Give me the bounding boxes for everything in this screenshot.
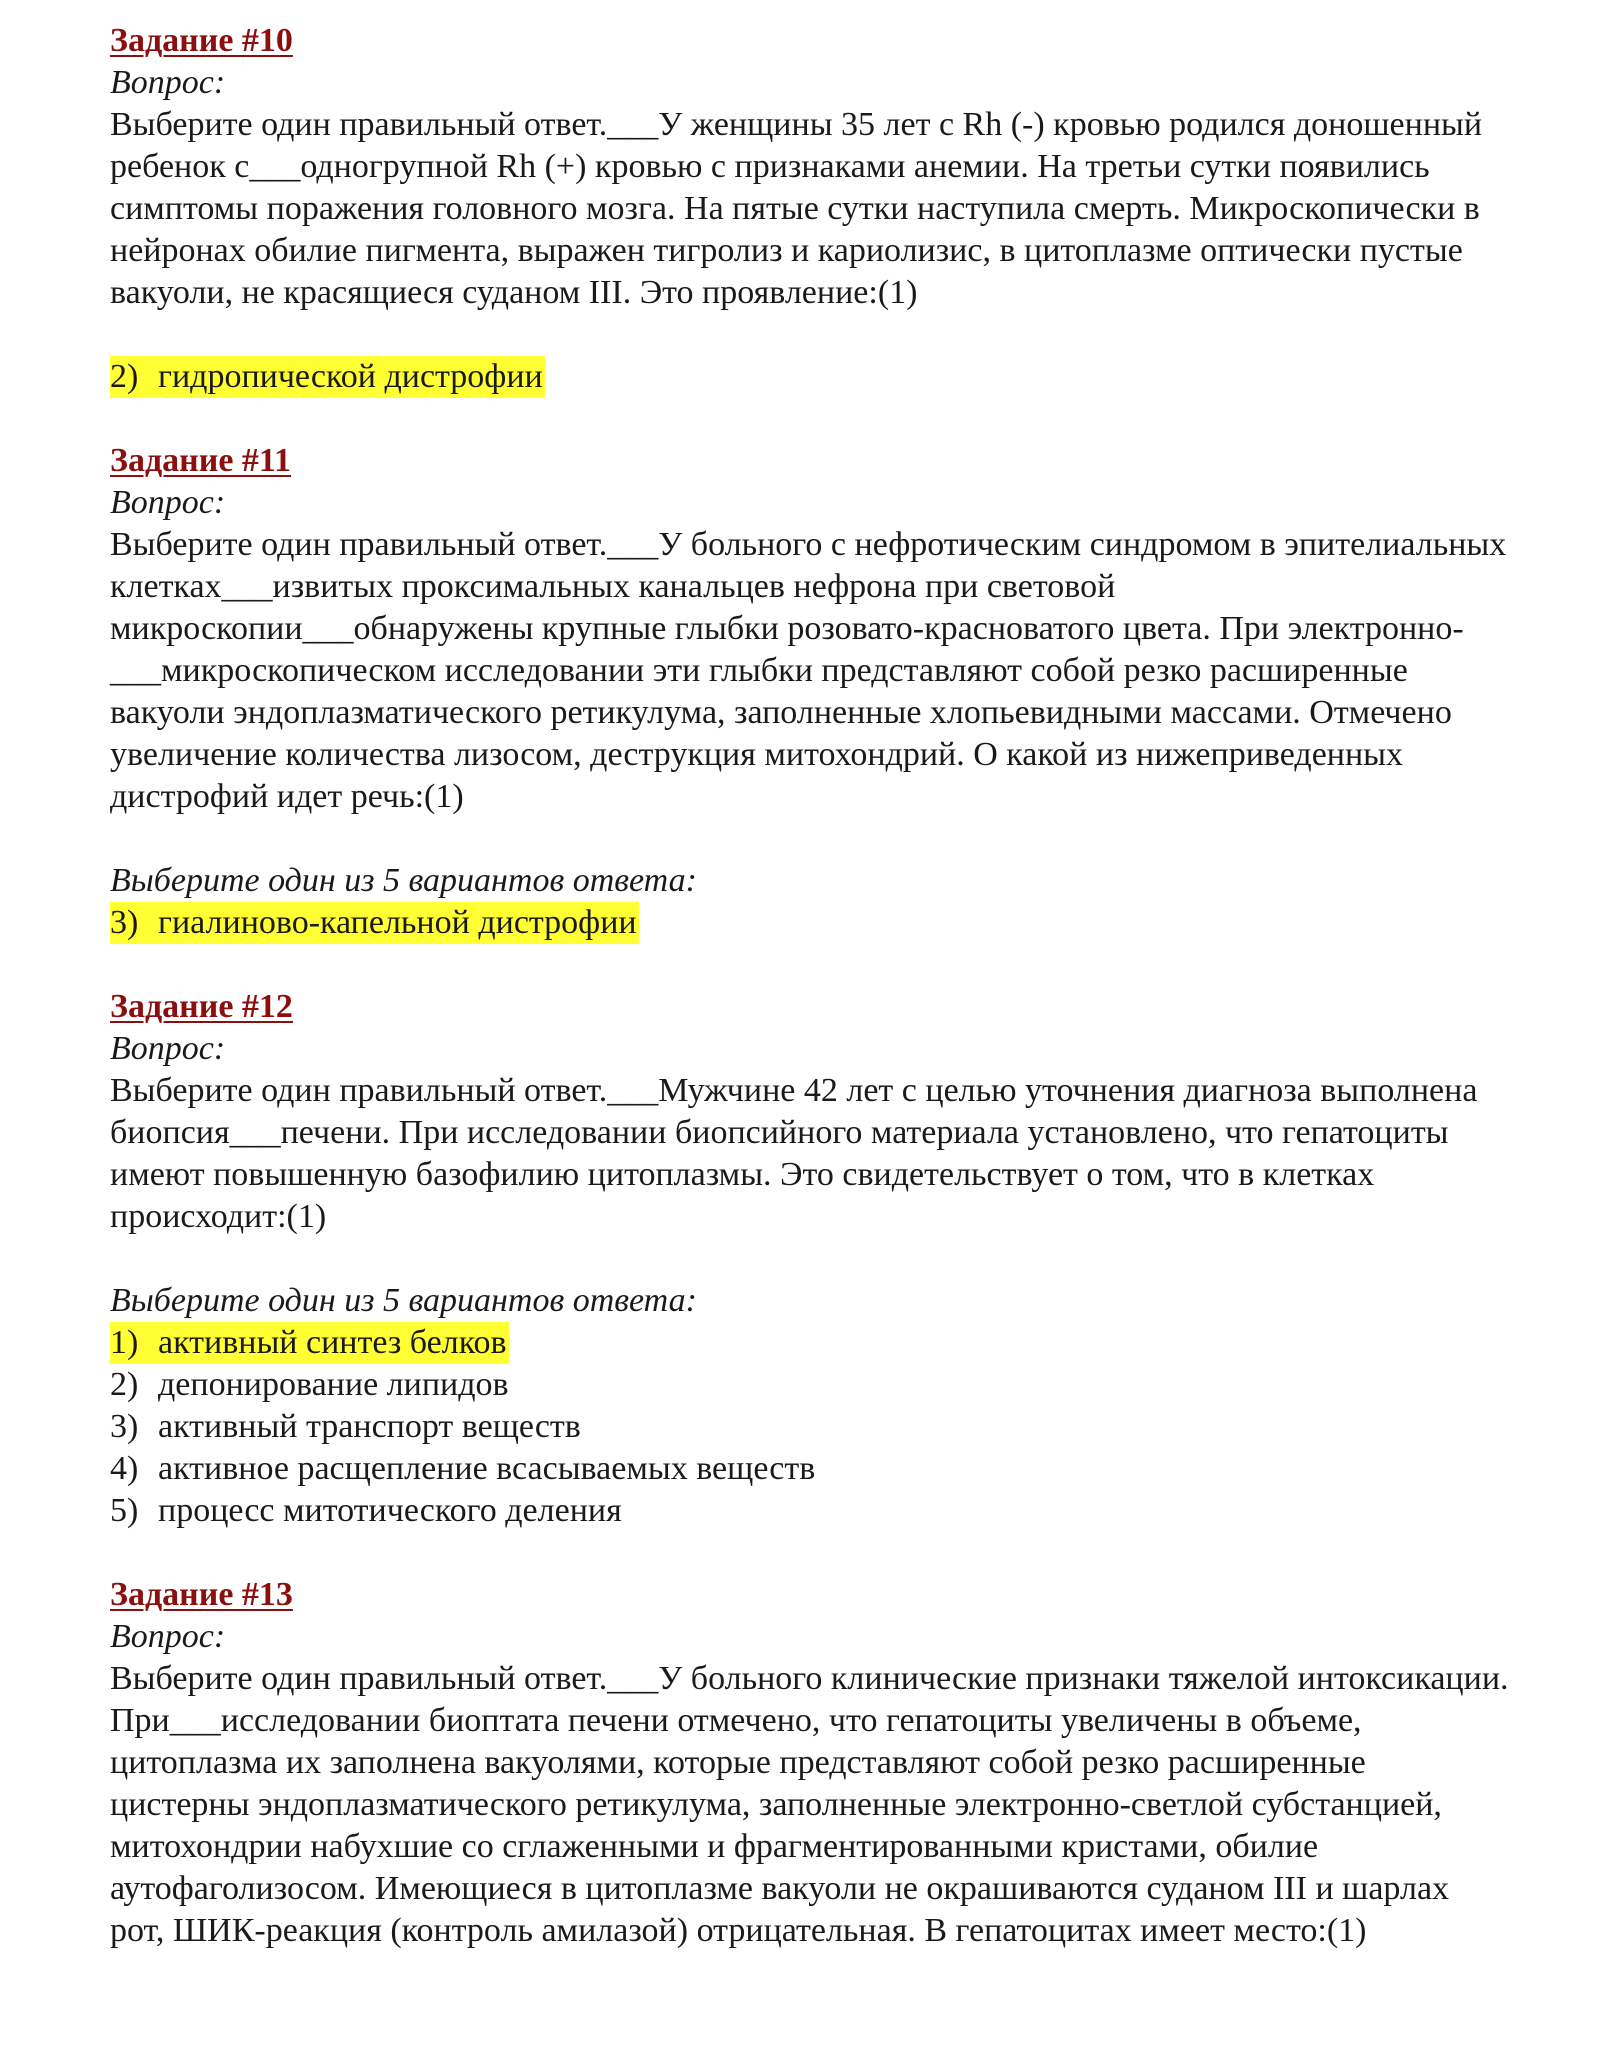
document [110, 20, 1510, 1994]
task-12 [110, 986, 1510, 1532]
option-text: депонирование липидов [158, 1366, 509, 1403]
question-text: Выберите один правильный ответ.___Мужчине 42 лет с целью уточнения диагноза выполнена биопсия___печени. При исследовании биопсийного материала установлено, что гепатоциты имеют повышенную базофилию цитоплазмы. Это свидетельствует о том, что в клетках происходит:(1) [110, 1072, 1478, 1235]
answer-option [110, 356, 1510, 398]
spacer [110, 1238, 1510, 1280]
question-label: Вопрос: [110, 484, 226, 521]
answer-option [110, 902, 1510, 944]
answer-option [110, 1406, 1510, 1448]
option-number: 1) [110, 1324, 139, 1361]
task-13 [110, 1574, 1510, 1952]
task-title: Задание #10 [110, 22, 293, 59]
spacer [110, 818, 1510, 860]
task-10 [110, 20, 1510, 398]
option-number: 5) [110, 1492, 139, 1529]
option-number: 3) [110, 904, 139, 941]
answer-option [110, 1490, 1510, 1532]
choose-label: Выберите один из 5 вариантов ответа: [110, 862, 697, 899]
option-text: активный синтез белков [158, 1324, 507, 1361]
question-text: Выберите один правильный ответ.___У больного клинические признаки тяжелой интоксикации. При___исследовании биоптата печени отмечено, что гепатоциты увеличены в объеме, цитоплазма их заполнена вакуолями, которые представляют собой резко расширенные цистерны эндоплазматического ретикулума, заполненные электронно-светлой субстанцией, митохондрии набухшие со сглаженными и фрагментированными кристами, обилие аутофаголизосом. Имеющиеся в цитоплазме вакуоли не окрашиваются суданом III и шарлах рот, ШИК-реакция (контроль амилазой) отрицательная. В гепатоцитах имеет место:(1) [110, 1660, 1509, 1949]
question-label: Вопрос: [110, 64, 226, 101]
task-title: Задание #11 [110, 442, 292, 479]
question-label: Вопрос: [110, 1618, 226, 1655]
answer-options [110, 902, 1510, 944]
question-label: Вопрос: [110, 1030, 226, 1067]
option-text: гидропической дистрофии [158, 358, 543, 395]
answer-highlight [110, 356, 545, 398]
answer-highlight [110, 1322, 509, 1364]
option-text: активное расщепление всасываемых веществ [158, 1450, 816, 1487]
answer-option [110, 1448, 1510, 1490]
task-title: Задание #13 [110, 1576, 293, 1613]
task-11 [110, 440, 1510, 944]
answer-highlight [110, 902, 639, 944]
option-text: процесс митотического деления [158, 1492, 622, 1529]
option-number: 4) [110, 1450, 139, 1487]
option-number: 3) [110, 1408, 139, 1445]
answer-options [110, 356, 1510, 398]
choose-label: Выберите один из 5 вариантов ответа: [110, 1282, 697, 1319]
spacer [110, 314, 1510, 356]
answer-option [110, 1364, 1510, 1406]
answer-options [110, 1322, 1510, 1532]
question-text: Выберите один правильный ответ.___У больного с нефротическим синдромом в эпителиальных клетках___извитых проксимальных канальцев нефрона при световой микроскопии___обнаружены крупные глыбки розовато-красноватого цвета. При электронно-___микроскопическом исследовании эти глыбки представляют собой резко расширенные вакуоли эндоплазматического ретикулума, заполненные хлопьевидными массами. Отмечено увеличение количества лизосом, деструкция митохондрий. О какой из нижеприведенных дистрофий идет речь:(1) [110, 526, 1507, 815]
option-text: гиалиново-капельной дистрофии [158, 904, 637, 941]
answer-option [110, 1322, 1510, 1364]
option-number: 2) [110, 358, 139, 395]
question-text: Выберите один правильный ответ.___У женщины 35 лет с Rh (-) кровью родился доношенный ребенок с___одногрупной Rh (+) кровью с признаками анемии. На третьи сутки появились симптомы поражения головного мозга. На пятые сутки наступила смерть. Микроскопически в нейронах обилие пигмента, выражен тигролиз и кариолизис, в цитоплазме оптически пустые вакуоли, не красящиеся суданом III. Это проявление:(1) [110, 106, 1483, 311]
task-title: Задание #12 [110, 988, 293, 1025]
option-text: активный транспорт веществ [158, 1408, 581, 1445]
option-number: 2) [110, 1366, 139, 1403]
